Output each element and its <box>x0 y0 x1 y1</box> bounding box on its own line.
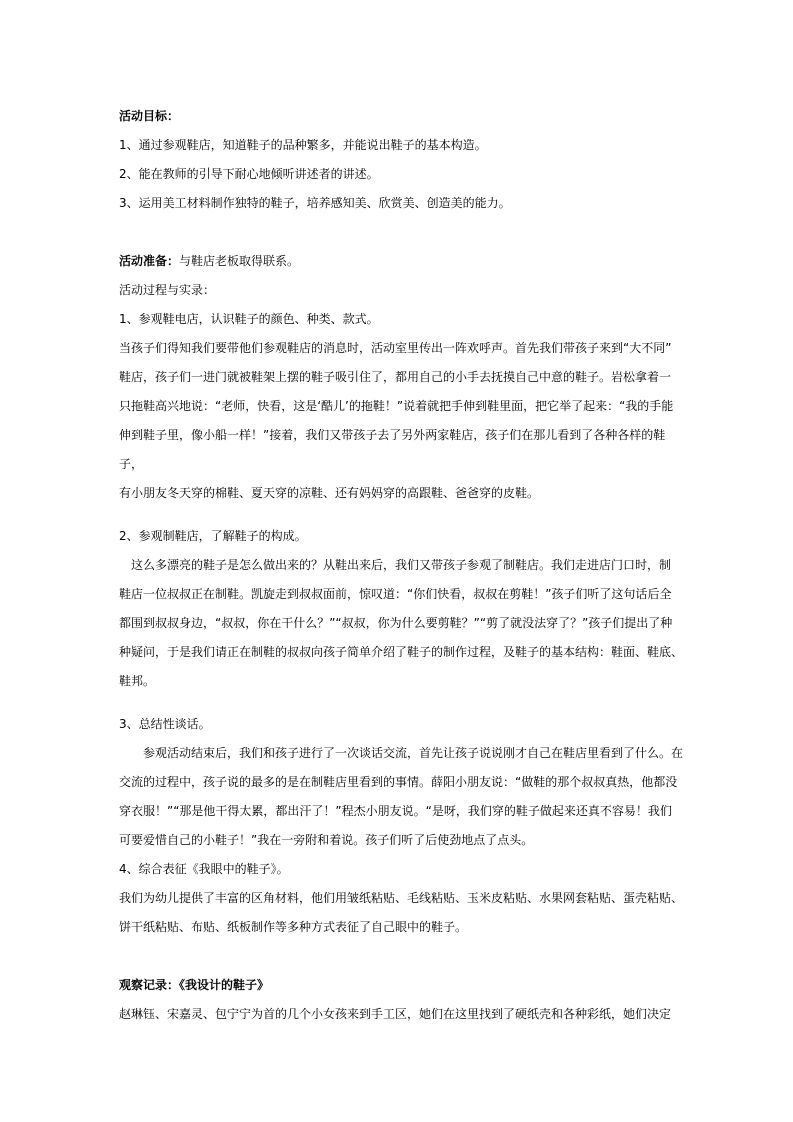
goal-item: 1、通过参观鞋店，知道鞋子的品种繁多，并能说出鞋子的基本构造。 <box>119 138 487 152</box>
step1-line: 当孩子们得知我们要带他们参观鞋店的消息时，活动室里传出一阵欢呼声。首先我们带孩子来到“大不同” <box>119 341 672 355</box>
step4-line: 饼干纸粘贴、布贴、纸板制作等多种方式表征了自己眼中的鞋子。 <box>119 920 468 934</box>
step2-line: 种疑问，于是我们请正在制鞋的叔叔向孩子简单介绍了鞋子的制作过程，及鞋子的基本结构：鞋面、鞋底、 <box>119 645 684 659</box>
step1-line: 只拖鞋高兴地说：“老师，快看，这是‘酷儿’的拖鞋！”说着就把手伸到鞋里面，把它举了起来：“我的手能 <box>119 399 674 413</box>
goal-item: 2、能在教师的引导下耐心地倾听讲述者的讲述。 <box>119 167 379 181</box>
goals-heading: 活动目标： <box>119 109 180 123</box>
step3-line: 可要爱惜自己的小鞋子！”我在一旁附和着说。孩子们听了后使劲地点了点头。 <box>119 833 534 847</box>
step2-title: 2、参观制鞋店，了解鞋子的构成。 <box>119 529 307 543</box>
step2-line: 鞋店一位叔叔正在制鞋。凯旋走到叔叔面前，惊叹道：“你们快看，叔叔在剪鞋！”孩子们听了这句话后全 <box>119 587 672 601</box>
step1-line: 伸到鞋子里，像小船一样！”接着，我们又带孩子去了另外两家鞋店，孩子们在那儿看到了各种各样的鞋子， <box>119 428 666 471</box>
step2-line: 鞋邦。 <box>119 674 156 688</box>
process-heading: 活动过程与实录： <box>119 283 216 297</box>
step1-title: 1、参观鞋电店，认识鞋子的颜色、种类、款式。 <box>119 312 379 326</box>
step3-line: 交流的过程中，孩子说的最多的是在制鞋店里看到的事情。薛阳小朋友说：“做鞋的那个叔叔真热，他都没 <box>119 775 678 789</box>
step3-title: 3、总结性谈话。 <box>119 717 211 731</box>
observation-heading: 观察记录：《我设计的鞋子》 <box>119 978 270 992</box>
step4-line: 我们为幼儿提供了丰富的区角材料，他们用皱纸粘贴、毛线粘贴、玉米皮粘贴、水果网套粘贴、蛋壳粘贴、 <box>119 891 684 905</box>
prep-heading: 活动准备： <box>119 254 180 268</box>
document-body <box>119 102 684 1029</box>
step3-line: 参观活动结束后，我们和孩子进行了一次谈话交流，首先让孩子说说刚才自己在鞋店里看到了什么。在 <box>143 746 684 760</box>
step1-line: 有小朋友冬天穿的棉鞋、夏天穿的凉鞋、还有妈妈穿的高跟鞋、爸爸穿的皮鞋。 <box>119 486 540 500</box>
goal-item: 3、运用美工材料制作独特的鞋子，培养感知美、欣赏美、创造美的能力。 <box>119 196 511 210</box>
prep-text: 与鞋店老板取得联系。 <box>179 254 300 268</box>
observation-line: 赵琳钰、宋嘉灵、包宁宁为首的几个小女孩来到手工区，她们在这里找到了硬纸壳和各种彩纸，她们决定 <box>119 1007 672 1021</box>
step1-line: 鞋店，孩子们一进门就被鞋架上摆的鞋子吸引住了，都用自己的小手去抚摸自己中意的鞋子。岩松拿着一 <box>119 370 672 384</box>
step2-line: 这么多漂亮的鞋子是怎么做出来的？从鞋出来后，我们又带孩子参观了制鞋店。我们走进店门口时，制 <box>131 558 672 572</box>
prep-line <box>119 247 684 276</box>
step3-line: 穿衣服！”“那是他干得太累，都出汗了！”程杰小朋友说。“是呀，我们穿的鞋子做起来还真不容易！我们 <box>119 804 672 818</box>
step2-line: 都围到叔叔身边，“叔叔，你在干什么？”“叔叔，你为什么要剪鞋？”“剪了就没法穿了？”孩子们提出了种 <box>119 616 673 630</box>
step4-title: 4、综合表征《我眼中的鞋子》。 <box>119 862 289 876</box>
